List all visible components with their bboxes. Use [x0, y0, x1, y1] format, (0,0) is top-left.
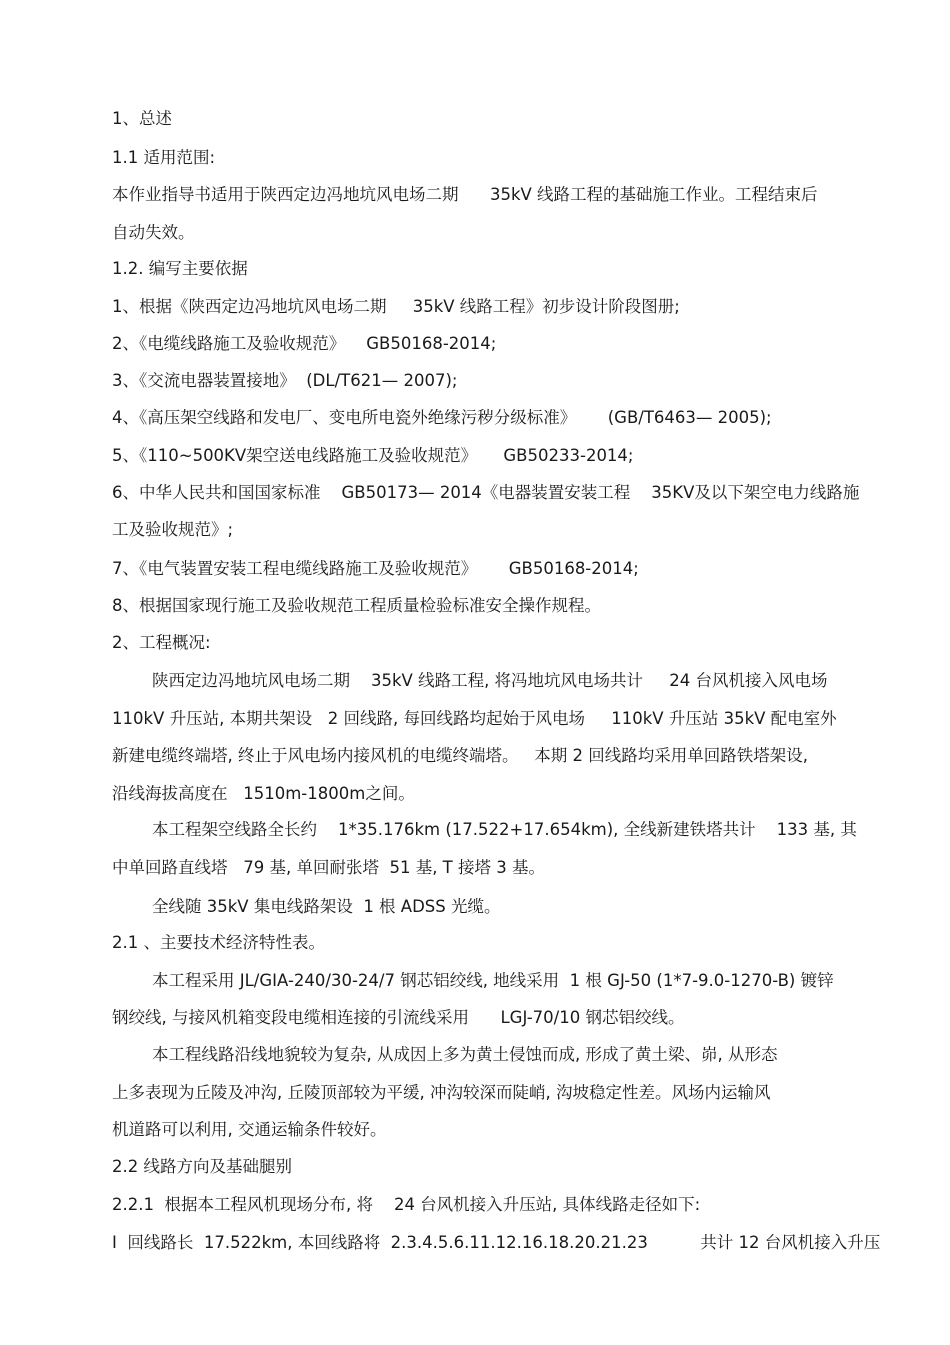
length-paragraph-line-1: 本工程架空线路全长约 1*35.176km (17.522+17.654km), 全线新建铁塔共计 133 基, 其 [152, 820, 857, 839]
scope-paragraph-line-1: 本作业指导书适用于陕西定边冯地坑风电场二期 35kV 线路工程的基础施工作业。工程结束后 [112, 185, 818, 204]
scope-paragraph-line-2: 自动失效。 [112, 223, 195, 242]
section-2-heading: 2、工程概况: [112, 633, 211, 652]
reference-item-8: 8、根据国家现行施工及验收规范工程质量检验标准安全操作规程。 [112, 596, 601, 615]
section-1-heading: 1、总述 [112, 109, 172, 128]
reference-item-1: 1、根据《陕西定边冯地坑风电场二期 35kV 线路工程》初步设计阶段图册; [112, 297, 680, 316]
adss-paragraph: 全线随 35kV 集电线路架设 1 根 ADSS 光缆。 [152, 897, 501, 916]
reference-item-5: 5、《110~500KV架空送电线路施工及验收规范》 GB50233-2014; [112, 446, 634, 465]
section-2-2-1-paragraph: 2.2.1 根据本工程风机现场分布, 将 24 台风机接入升压站, 具体线路走径如下: [112, 1195, 701, 1214]
conductor-paragraph-line-2: 钢绞线, 与接风机箱变段电缆相连接的引流线采用 LGJ-70/10 钢芯铝绞线。 [112, 1008, 685, 1027]
length-paragraph-line-2: 中单回路直线塔 79 基, 单回耐张塔 51 基, T 接塔 3 基。 [112, 858, 545, 877]
overview-paragraph-line-2: 110kV 升压站, 本期共架设 2 回线路, 每回线路均起始于风电场 110kV 升压站 35kV 配电室外 [112, 709, 837, 728]
overview-paragraph-line-1: 陕西定边冯地坑风电场二期 35kV 线路工程, 将冯地坑风电场共计 24 台风机接入风电场 [152, 671, 828, 690]
terrain-paragraph-line-3: 机道路可以利用, 交通运输条件较好。 [112, 1120, 387, 1139]
reference-item-6-line-2: 工及验收规范》; [112, 520, 234, 539]
section-1-1-heading: 1.1 适用范围: [112, 148, 216, 167]
reference-item-2: 2、《电缆线路施工及验收规范》 GB50168-2014; [112, 334, 497, 353]
overview-paragraph-line-3: 新建电缆终端塔, 终止于风电场内接风机的电缆终端塔。 本期 2 回线路均采用单回路铁塔架设, [112, 746, 808, 765]
reference-item-7: 7、《电气装置安装工程电缆线路施工及验收规范》 GB50168-2014; [112, 559, 639, 578]
reference-item-3: 3、《交流电器装置接地》 (DL/T621— 2007); [112, 371, 458, 390]
section-2-1-heading: 2.1 、主要技术经济特性表。 [112, 933, 325, 952]
overview-paragraph-line-4: 沿线海拔高度在 1510m-1800m之间。 [112, 784, 415, 803]
terrain-paragraph-line-2: 上多表现为丘陵及冲沟, 丘陵顶部较为平缓, 冲沟较深而陡峭, 沟坡稳定性差。风场内运输风 [112, 1083, 771, 1102]
section-2-2-heading: 2.2 线路方向及基础腿别 [112, 1157, 292, 1176]
reference-item-4: 4、《高压架空线路和发电厂、变电所电瓷外绝缘污秽分级标准》 (GB/T6463— 2005); [112, 408, 772, 427]
circuit-1-paragraph: I 回线路长 17.522km, 本回线路将 2.3.4.5.6.11.12.16.18.20.21.23 共计 12 台风机接入升压 [112, 1233, 881, 1252]
section-1-2-heading: 1.2. 编写主要依据 [112, 259, 248, 278]
terrain-paragraph-line-1: 本工程线路沿线地貌较为复杂, 从成因上多为黄土侵蚀而成, 形成了黄土梁、峁, 从形态 [152, 1045, 778, 1064]
conductor-paragraph-line-1: 本工程采用 JL/GIA-240/30-24/7 钢芯铝绞线, 地线采用 1 根 GJ-50 (1*7-9.0-1270-B) 镀锌 [152, 971, 834, 990]
reference-item-6-line-1: 6、中华人民共和国国家标准 GB50173— 2014《电器装置安装工程 35KV及以下架空电力线路施 [112, 483, 860, 502]
